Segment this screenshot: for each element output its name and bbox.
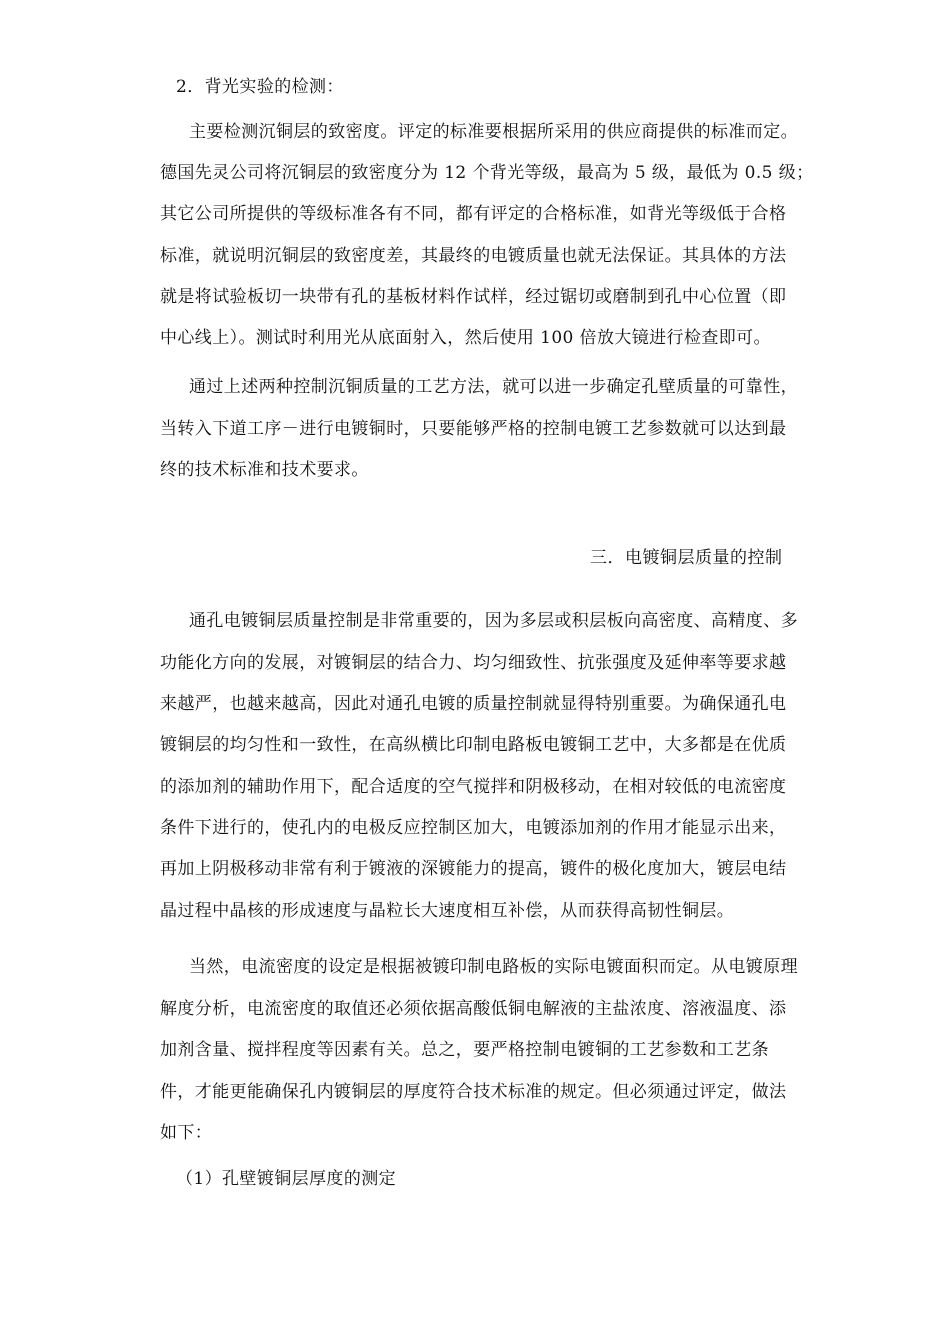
para3-line-8: 晶过程中晶核的形成速度与晶粒长大速度相互补偿，从而获得高韧性铜层。 [160, 901, 735, 921]
para4-line-2: 解度分析，电流密度的取值还必须依据高酸低铜电解液的主盐浓度、溶液温度、添 [160, 999, 787, 1019]
para3-line-1: 通孔电镀铜层质量控制是非常重要的，因为多层或积层板向高密度、高精度、多 [189, 611, 798, 631]
para3-line-3: 来越严，也越来越高，因此对通孔电镀的质量控制就显得特别重要。为确保通孔电 [160, 694, 787, 714]
para2-line-2: 当转入下道工序－进行电镀铜时，只要能够严格的控制电镀工艺参数就可以达到最 [160, 419, 787, 439]
para1-line-3: 其它公司所提供的等级标准各有不同，都有评定的合格标准，如背光等级低于合格 [160, 204, 787, 224]
para3-line-7: 再加上阴极移动非常有利于镀液的深镀能力的提高，镀件的极化度加大，镀层电结 [160, 859, 787, 879]
para1-line-1: 主要检测沉铜层的致密度。评定的标准要根据所采用的供应商提供的标准而定。 [189, 122, 798, 142]
para1-line-2: 德国先灵公司将沉铜层的致密度分为 12 个背光等级，最高为 5 级，最低为 0.5 级； [160, 163, 814, 183]
para1-line-5: 就是将试验板切一块带有孔的基板材料作试样，经过锯切或磨制到孔中心位置（即 [160, 287, 787, 307]
para1-line-4: 标准，就说明沉铜层的致密度差，其最终的电镀质量也就无法保证。其具体的方法 [160, 246, 787, 266]
para4-line-4: 件，才能更能确保孔内镀铜层的厚度符合技术标准的规定。但必须通过评定，做法 [160, 1082, 787, 1102]
para3-line-6: 条件下进行的，使孔内的电极反应控制区加大，电镀添加剂的作用才能显示出来， [160, 818, 787, 838]
para4-line-1: 当然，电流密度的设定是根据被镀印制电路板的实际电镀面积而定。从电镀原理 [189, 957, 798, 977]
para4-line-3: 加剂含量、搅拌程度等因素有关。总之，要严格控制电镀铜的工艺参数和工艺条 [160, 1040, 769, 1060]
para3-line-4: 镀铜层的均匀性和一致性，在高纵横比印制电路板电镀铜工艺中，大多都是在优质 [160, 735, 787, 755]
list-item-1: （1）孔壁镀铜层厚度的测定 [176, 1169, 397, 1189]
para1-line-6: 中心线上）。测试时利用光从底面射入，然后使用 100 倍放大镜进行检查即可。 [160, 328, 771, 348]
para2-line-3: 终的技术标准和技术要求。 [160, 460, 369, 480]
para4-line-5: 如下： [160, 1123, 213, 1143]
para2-line-1: 通过上述两种控制沉铜质量的工艺方法，就可以进一步确定孔壁质量的可靠性， [189, 377, 798, 397]
section-3-heading: 三．电镀铜层质量的控制 [590, 548, 783, 568]
para3-line-2: 功能化方向的发展，对镀铜层的结合力、均匀细致性、抗张强度及延伸率等要求越 [160, 653, 787, 673]
para3-line-5: 的添加剂的辅助作用下，配合适度的空气搅拌和阴极移动，在相对较低的电流密度 [160, 777, 787, 797]
section-2-heading: 2．背光实验的检测： [176, 77, 344, 97]
